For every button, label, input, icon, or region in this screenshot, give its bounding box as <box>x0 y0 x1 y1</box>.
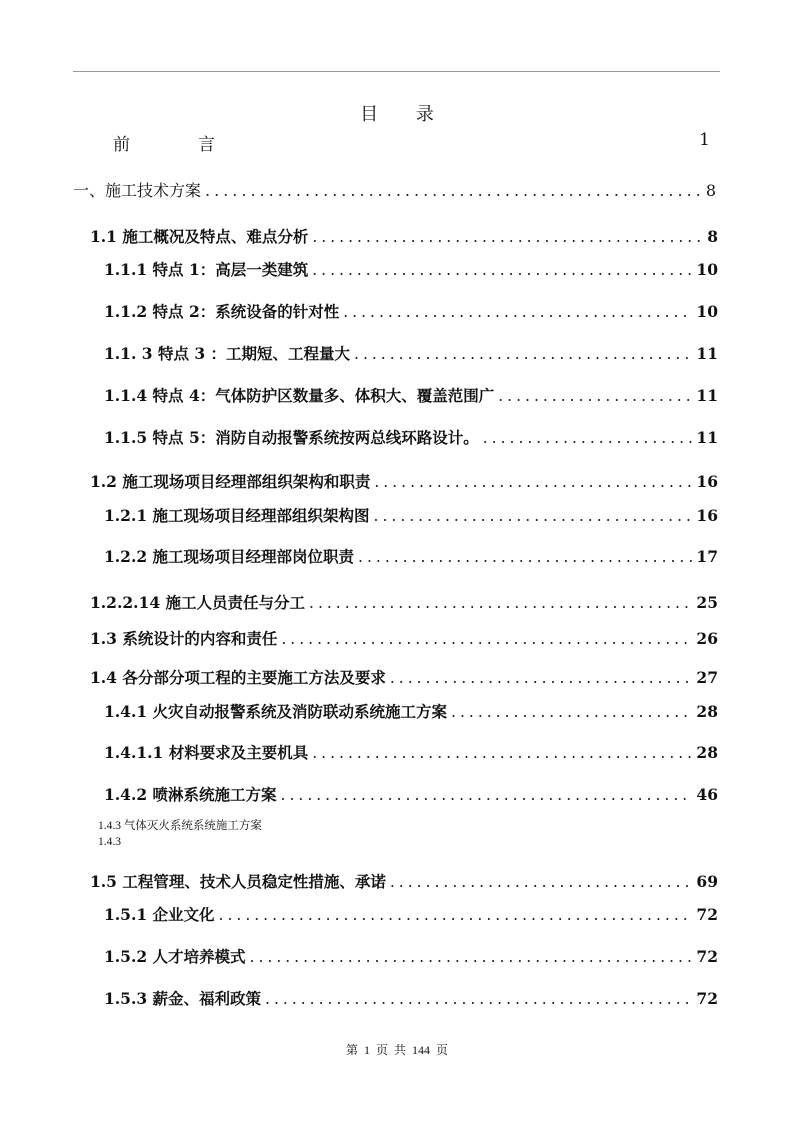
toc-entry-1-1-5[interactable] <box>0 426 794 450</box>
toc-entry-1-1-1[interactable] <box>0 258 794 282</box>
toc-entry-label: 1.4.1.1 材料要求及主要机具 <box>104 743 309 762</box>
toc-leader-dots <box>312 261 692 279</box>
toc-note-1-4-3-number: 1.4.3 <box>98 836 121 848</box>
toc-page-number: 11 <box>696 344 718 363</box>
toc-page-number: 8 <box>705 181 716 200</box>
toc-entry-1-2-2-14[interactable] <box>0 591 794 615</box>
preface-page-number: 1 <box>699 130 710 150</box>
toc-entry-1-1[interactable] <box>0 225 794 249</box>
toc-leader-dots <box>358 548 692 566</box>
toc-leader-dots <box>250 948 693 966</box>
toc-entry-1[interactable] <box>0 178 794 202</box>
toc-entry-1-5-2[interactable] <box>0 945 794 969</box>
toc-page-number: 72 <box>696 947 718 966</box>
toc-entry-label: 1.3 系统设计的内容和责任 <box>90 629 278 648</box>
toc-entry-label: 1.4.1 火灾自动报警系统及消防联动系统施工方案 <box>104 702 448 721</box>
toc-entry-label: 1.1. 3 特点 3 ：工期短、工程量大 <box>104 344 351 363</box>
toc-entry-label: 1.1.1 特点 1：高层一类建筑 <box>104 260 309 279</box>
toc-page-number: 16 <box>696 472 718 491</box>
toc-title: 目 录 <box>360 104 450 125</box>
toc-leader-dots <box>483 429 693 447</box>
toc-entry-label: 1.4 各分部分项工程的主要施工方法及要求 <box>90 668 386 687</box>
toc-note-1-4-3: 1.4.3 气体灭火系统系统施工方案 <box>98 820 262 832</box>
toc-leader-dots <box>265 990 692 1008</box>
toc-leader-dots <box>390 669 693 687</box>
toc-page-number: 10 <box>696 260 718 279</box>
toc-entry-label: 一、施工技术方案 <box>73 181 202 200</box>
toc-entry-label: 1.1.4 特点 4：气体防护区数量多、体积大、覆盖范围广 <box>104 386 495 405</box>
toc-page-number: 16 <box>696 506 718 525</box>
toc-entry-1-1-3[interactable] <box>0 342 794 366</box>
toc-page-number: 69 <box>696 872 718 891</box>
toc-page-number: 28 <box>696 743 718 762</box>
toc-leader-dots <box>281 630 692 648</box>
toc-leader-dots <box>354 345 692 363</box>
toc-entry-1-5-1[interactable] <box>0 903 794 927</box>
toc-entry-1-1-4[interactable] <box>0 384 794 408</box>
toc-leader-dots <box>390 873 693 891</box>
toc-entry-label: 1.5.2 人才培养模式 <box>104 947 246 966</box>
toc-leader-dots <box>312 744 692 762</box>
toc-page-number: 27 <box>696 668 718 687</box>
toc-page-number: 8 <box>707 227 718 246</box>
toc-leader-dots <box>205 181 702 200</box>
toc-page-number: 11 <box>696 428 718 447</box>
toc-entry-label: 1.1.2 特点 2：系统设备的针对性 <box>104 302 340 321</box>
toc-entry-1-3[interactable] <box>0 627 794 651</box>
toc-page-number: 11 <box>696 386 718 405</box>
toc-entry-1-4-1-1[interactable] <box>0 741 794 765</box>
toc-leader-dots <box>219 906 693 924</box>
toc-entry-1-2-2[interactable] <box>0 545 794 569</box>
toc-entry-label: 1.1.5 特点 5：消防自动报警系统按两总线环路设计。 <box>104 428 479 447</box>
toc-entry-label: 1.5.3 薪金、福利政策 <box>104 989 262 1008</box>
toc-page-number: 72 <box>696 989 718 1008</box>
toc-entry-label: 1.5 工程管理、技术人员稳定性措施、承诺 <box>90 872 386 891</box>
toc-entry-label: 1.5.1 企业文化 <box>104 905 215 924</box>
preface-label-part1: 前 <box>113 135 130 155</box>
toc-page-number: 17 <box>696 547 718 566</box>
preface-label-part2: 言 <box>198 135 215 155</box>
toc-entry-1-2-1[interactable] <box>0 504 794 528</box>
toc-entry-preface[interactable] <box>0 130 794 154</box>
toc-entry-1-1-2[interactable] <box>0 300 794 324</box>
toc-page-number: 72 <box>696 905 718 924</box>
toc-entry-1-4-2[interactable] <box>0 783 794 807</box>
toc-entry-label: 1.2.1 施工现场项目经理部组织架构图 <box>104 506 370 525</box>
toc-entry-label: 1.4.2 喷淋系统施工方案 <box>104 785 277 804</box>
toc-entry-label: 1.2.2.14 施工人员责任与分工 <box>90 593 306 612</box>
toc-leader-dots <box>343 303 692 321</box>
toc-leader-dots <box>498 387 692 405</box>
toc-entry-1-4-1[interactable] <box>0 700 794 724</box>
toc-entry-label: 1.2.2 施工现场项目经理部岗位职责 <box>104 547 355 566</box>
toc-entry-1-4[interactable] <box>0 666 794 690</box>
toc-page-number: 10 <box>696 302 718 321</box>
toc-entry-1-5-3[interactable] <box>0 987 794 1011</box>
toc-page-number: 26 <box>696 629 718 648</box>
toc-leader-dots <box>374 507 693 525</box>
toc-entry-1-2[interactable] <box>0 470 794 494</box>
toc-leader-dots <box>309 594 692 612</box>
toc-leader-dots <box>281 786 693 804</box>
toc-leader-dots <box>312 228 703 246</box>
toc-entry-label: 1.2 施工现场项目经理部组织架构和职责 <box>90 472 371 491</box>
toc-page-number: 28 <box>696 702 718 721</box>
header-rule <box>73 71 720 72</box>
page-footer: 第 1 页 共 144 页 <box>345 1043 448 1057</box>
toc-leader-dots <box>451 703 692 721</box>
toc-entry-label: 1.1 施工概况及特点、难点分析 <box>90 227 309 246</box>
toc-entry-1-5[interactable] <box>0 870 794 894</box>
toc-page-number: 25 <box>696 593 718 612</box>
toc-page-number: 46 <box>696 785 718 804</box>
toc-leader-dots <box>374 473 692 491</box>
